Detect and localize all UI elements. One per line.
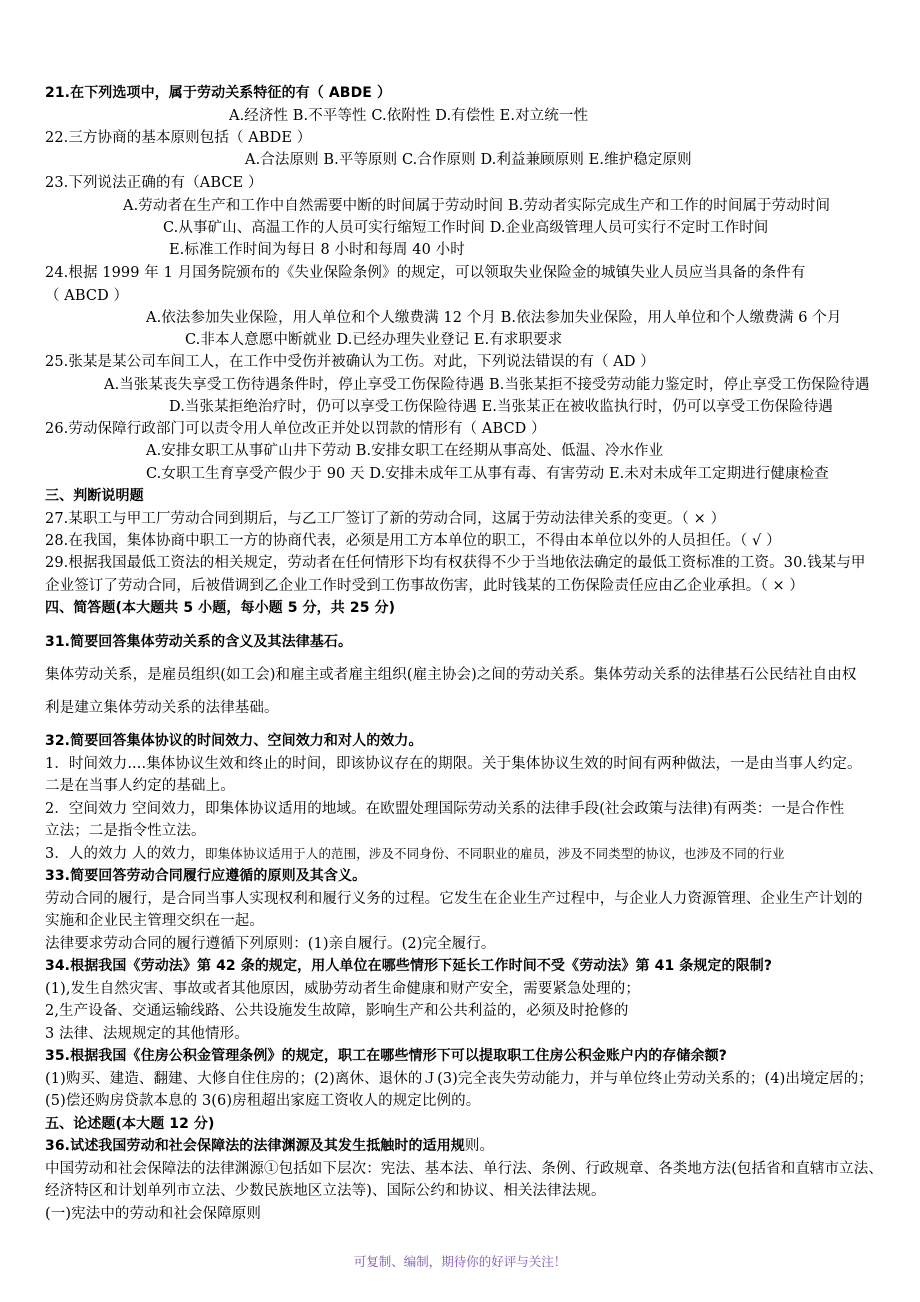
section-3-title: 三、判断说明题 (45, 488, 144, 504)
answer-33-line-2: 实施和企业民主管理交织在一起。 (45, 913, 264, 929)
question-32: 32.简要回答集体协议的时间效力、空间效力和对人的效力。 (45, 733, 423, 749)
answer-32-line-5-head: 3．人的效力 人的效力， (45, 846, 206, 862)
answer-32-line-5 (45, 844, 785, 864)
question-28: 28.在我国，集体协商中职工一方的协商代表，必须是用工方本单位的职工，不得由本单位以外的人员担任。（ √ ） (45, 533, 781, 549)
question-24-option-line-1: A.依法参加失业保险，用人单位和个人缴费满 12 个月 B.依法参加失业保险，用人单位和个人缴费满 6 个月 (146, 310, 842, 326)
page-footer-note: 可复制、编制，期待你的好评与关注！ (353, 1254, 567, 1269)
answer-31-line-2: 利是建立集体劳动关系的法律基础。 (45, 700, 279, 716)
question-31: 31.简要回答集体劳动关系的含义及其法律基石。 (45, 634, 353, 650)
answer-36-line-2: 经济特区和计划单列市立法、少数民族地区立法等)、国际公约和协议、相关法律法规。 (45, 1183, 606, 1199)
question-34: 34.根据我国《劳动法》第 42 条的规定，用人单位在哪些情形下延长工作时间不受《劳动法》第 41 条规定的限制? (45, 958, 773, 974)
question-23-stem: 23.下列说法正确的有（ABCE ） (45, 175, 263, 191)
question-26-stem: 26.劳动保障行政部门可以责令用人单位改正并处以罚款的情形有（ ABCD ） (45, 421, 546, 437)
question-26-option-line-2: C.女职工生育享受产假少于 90 天 D.安排未成年工从事有毒、有害劳动 E.未对未成年工定期进行健康检查 (146, 466, 829, 482)
section-5-title: 五、论述题(本大题 12 分) (45, 1116, 215, 1132)
question-24-stem: 24.根据 1999 年 1 月国务院颁布的《失业保险条例》的规定，可以领取失业保险金的城镇失业人员应当具备的条件有 (45, 265, 806, 281)
answer-32-line-2: 二是在当事人约定的基础上。 (45, 778, 235, 794)
answer-32-line-5-tail: 即集体协议适用于人的范围，涉及不同身份、不同职业的雇员，涉及不同类型的协议，也涉及不同的行业 (205, 846, 785, 861)
question-27: 27.某职工与甲工厂劳动合同到期后，与乙工厂签订了新的劳动合同，这属于劳动法律关系的变更。（ × ） (45, 511, 726, 527)
answer-34-line-1: (1),发生自然灾害、事故或者其他原因，威胁劳动者生命健康和财产安全，需要紧急处理的； (45, 981, 640, 997)
answer-32-line-3: 2．空间效力 空间效力，即集体协议适用的地域。在欧盟处理国际劳动关系的法律手段(社会政策与法律)有两类：一是合作性 (45, 801, 845, 817)
answer-36-line-3: (一)宪法中的劳动和社会保障原则 (45, 1206, 261, 1222)
question-29-line-2: 企业签订了劳动合同，后被借调到乙企业工作时受到工伤事故伤害，此时钱某的工伤保险责任应由乙企业承担。（ × ） (45, 578, 805, 594)
question-22-stem: 22.三方协商的基本原则包括（ ABDE ） (45, 130, 312, 146)
answer-31-line-1: 集体劳动关系，是雇员组织(如工会)和雇主或者雇主组织(雇主协会)之间的劳动关系。集体劳动关系的法律基石公民结社自由权 (45, 667, 857, 683)
question-25-option-line-2: D.当张某拒绝治疗时，仍可以享受工伤保险待遇 E.当张某正在被收监执行时，仍可以享受工伤保险待遇 (169, 399, 833, 415)
question-29-line-1: 29.根据我国最低工资法的相关规定，劳动者在任何情形下均有权获得不少于当地依法确定的最低工资标准的工资。30.钱某与甲 (45, 555, 866, 571)
answer-36-line-1: 中国劳动和社会保障法的法律渊源①包括如下层次：宪法、基本法、单行法、条例、行政规章、各类地方法(包括省和直辖市立法、 (45, 1161, 883, 1177)
question-36-bold: 36.试述我国劳动和社会保障法的法律渊源及其发生抵触时的适用规 (45, 1138, 465, 1154)
section-4-title: 四、简答题(本大题共 5 小题，每小题 5 分，共 25 分) (45, 600, 396, 616)
question-21-options: A.经济性 B.不平等性 C.依附性 D.有偿性 E.对立统一性 (229, 108, 589, 124)
question-25-stem: 25.张某是某公司车间工人，在工作中受伤并被确认为工伤。对此，下列说法错误的有（ AD ） (45, 354, 655, 370)
answer-32-line-1: 1．时间效力....集体协议生效和终止的时间，即该协议存在的期限。关于集体协议生效的时间有两种做法，一是由当事人约定。 (45, 756, 862, 772)
answer-33-line-3: 法律要求劳动合同的履行遵循下列原则：(1)亲自履行。(2)完全履行。 (45, 936, 496, 952)
question-25-option-line-1: A.当张某丧失享受工伤待遇条件时，停止享受工伤保险待遇 B.当张某拒不接受劳动能力鉴定时，停止享受工伤保险待遇 (104, 377, 870, 393)
answer-35-line-2: (5)偿还购房贷款本息的 3(6)房租超出家庭工资收人的规定比例的。 (45, 1093, 481, 1109)
question-35: 35.根据我国《住房公积金管理条例》的规定，职工在哪些情形下可以提取职工住房公积金账户内的存储余额? (45, 1048, 727, 1064)
answer-34-line-2: 2,生产设备、交通运输线路、公共设施发生故障，影响生产和公共利益的，必须及时抢修的 (45, 1003, 629, 1019)
question-23-option-line-2: C.从事矿山、高温工作的人员可实行缩短工作时间 D.企业高级管理人员可实行不定时工作时间 (163, 220, 769, 236)
question-24-answer: （ ABCD ） (45, 288, 129, 304)
answer-34-line-3: 3 法律、法规规定的其他情形。 (45, 1026, 249, 1042)
question-22-options: A.合法原则 B.平等原则 C.合作原则 D.利益兼顾原则 E.维护稳定原则 (245, 152, 692, 168)
question-36-tail: 则。 (464, 1138, 495, 1154)
question-21-stem: 21.在下列选项中，属于劳动关系特征的有（ ABDE ） (45, 85, 392, 101)
answer-33-line-1: 劳动合同的履行，是合同当事人实现权利和履行义务的过程。它发生在企业生产过程中，与企业人力资源管理、企业生产计划的 (45, 891, 863, 907)
question-23-option-line-3: E.标准工作时间为每日 8 小时和每周 40 小时 (169, 242, 465, 258)
question-26-option-line-1: A.安排女职工从事矿山井下劳动 B.安排女职工在经期从事高处、低温、冷水作业 (146, 443, 664, 459)
answer-32-line-4: 立法；二是指令性立法。 (45, 823, 206, 839)
question-33: 33.简要回答劳动合同履行应遵循的原则及其含义。 (45, 868, 367, 884)
question-36 (45, 1136, 494, 1156)
answer-35-line-1: (1)购买、建造、翻建、大修自住住房的；(2)离休、退休的Ｊ(3)完全丧失劳动能力，并与单位终止劳动关系的；(4)出境定居的； (45, 1071, 873, 1087)
question-24-option-line-2: C.非本人意愿中断就业 D.已经办理失业登记 E.有求职要求 (185, 332, 563, 348)
question-23-option-line-1: A.劳动者在生产和工作中自然需要中断的时间属于劳动时间 B.劳动者实际完成生产和工作的时间属于劳动时间 (123, 198, 831, 214)
